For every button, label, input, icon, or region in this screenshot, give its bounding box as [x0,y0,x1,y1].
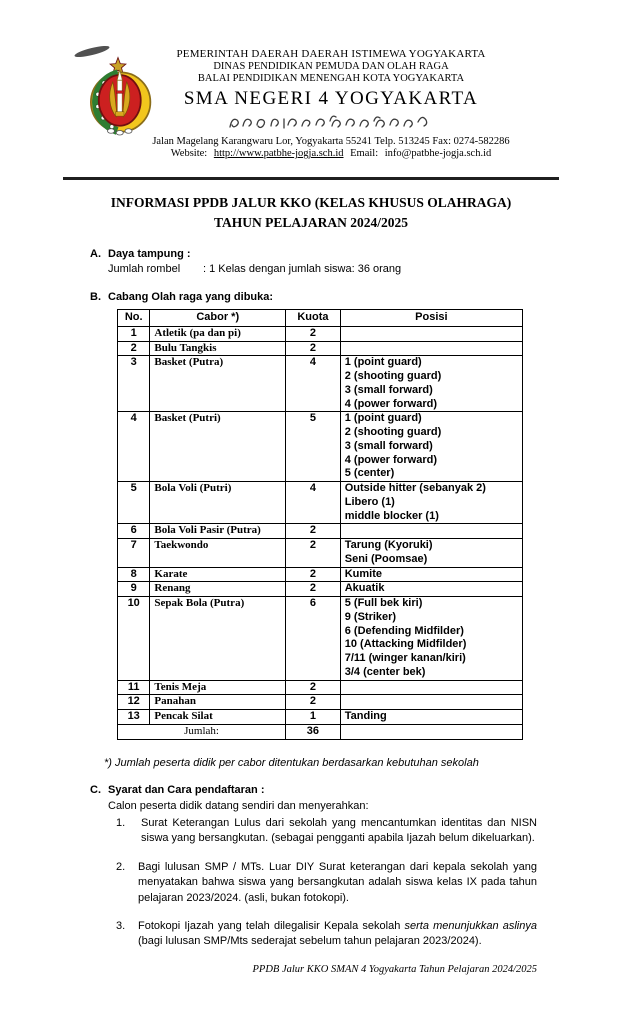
row-posisi [340,524,522,539]
posisi-line: Seni (Poomsae) [344,552,428,565]
table-row [118,680,523,695]
row-posisi [340,539,522,568]
government-line: PEMERINTAH DAERAH DAERAH ISTIMEWA YOGYAKARTA [176,48,486,60]
address-line: Jalan Magelang Karangwaru Lor, Yogyakarta 55241 Telp. 513245 Fax: 0274-582286 [152,135,510,147]
item-number: 3. [116,920,126,933]
row-kuota: 2 [286,695,341,710]
row-kuota: 2 [286,539,341,568]
total-value: 36 [286,724,341,739]
posisi-line: Libero (1) [344,495,395,508]
section-b-heading [90,290,537,305]
row-kuota: 4 [286,356,341,412]
email-label: Email: [350,148,379,160]
row-posisi [340,597,522,681]
posisi-line: 6 (Defending Midfilder) [344,624,464,637]
posisi-line: 3/4 (center bek) [344,665,426,678]
posisi-line: Tanding [344,710,387,723]
list-item [116,816,537,847]
posisi-line: Kumite [344,567,383,580]
title-line-1: INFORMASI PPDB JALUR KKO (KELAS KHUSUS OLAHRAGA) [110,195,512,210]
row-no: 1 [118,326,150,341]
row-posisi [340,356,522,412]
table-total-row [118,724,523,739]
javanese-script-icon [125,113,537,135]
table-row [118,524,523,539]
contact-line [125,148,537,161]
row-no: 10 [118,597,150,681]
posisi-line: 2 (shooting guard) [344,370,442,383]
row-kuota: 2 [286,680,341,695]
row-no: 9 [118,582,150,597]
item-text-before: Fotokopi Ijazah yang telah dilegalisir Kepala sekolah [138,920,405,933]
table-row [118,412,523,482]
table-row [118,356,523,412]
total-label: Jumlah: [118,724,286,739]
table-row [118,341,523,356]
posisi-line: 3 (small forward) [344,383,433,396]
section-b-label: B. [90,291,101,304]
row-kuota: 2 [286,567,341,582]
rombel-label: Jumlah rombel [108,263,181,276]
table-row [118,582,523,597]
website-link[interactable]: http://www.patbhe-jogja.sch.id [213,148,344,160]
row-kuota: 2 [286,524,341,539]
col-header-cabor: Cabor *) [150,310,286,327]
row-posisi [340,582,522,597]
item-text-italic: serta menunjukkan aslinya [404,920,537,933]
posisi-line: Outside hitter (sebanyak 2) [344,482,486,495]
col-header-no: No. [118,310,150,327]
posisi-line: 4 (power forward) [344,453,438,466]
total-posisi-empty [340,724,522,739]
table-row [118,710,523,725]
section-c-intro: Calon peserta didik datang sendiri dan menyerahkan: [108,800,369,813]
posisi-line: 9 (Striker) [344,610,397,623]
row-no: 7 [118,539,150,568]
rombel-row [108,262,537,277]
posisi-line: Tarung (Kyoruki) [344,539,433,552]
row-cabor: Karate [150,567,286,582]
document-footer: PPDB Jalur KKO SMAN 4 Yogyakarta Tahun Pelajaran 2024/2025 [252,963,537,975]
list-item [116,860,537,906]
posisi-line: 7/11 (winger kanan/kiri) [344,652,466,665]
row-cabor: Renang [150,582,286,597]
letterhead-divider [63,177,559,180]
table-row [118,539,523,568]
row-posisi [340,482,522,524]
department-line: DINAS PENDIDIKAN PEMUDA DAN OLAH RAGA [213,60,449,72]
item-text [138,919,537,950]
posisi-line: 5 (Full bek kiri) [344,597,423,610]
row-cabor: Taekwondo [150,539,286,568]
school-crest-icon [76,54,160,138]
section-b-title: Cabang Olah raga yang dibuka: [108,291,274,304]
table-row [118,597,523,681]
section-c-title: Syarat dan Cara pendaftaran : [108,784,265,797]
email-address: info@patbhe-jogja.sch.id [384,148,492,160]
section-c-heading [90,783,537,798]
row-kuota: 2 [286,582,341,597]
row-cabor: Sepak Bola (Putra) [150,597,286,681]
item-number: 1. [116,817,126,830]
col-header-posisi: Posisi [340,310,522,327]
table-row [118,482,523,524]
row-kuota: 2 [286,326,341,341]
cabor-table-body [118,326,523,724]
row-posisi [340,341,522,356]
row-cabor: Tenis Meja [150,680,286,695]
row-no: 11 [118,680,150,695]
posisi-line: 1 (point guard) [344,356,422,369]
cabor-table [117,309,523,740]
table-row [118,695,523,710]
row-cabor: Bola Voli Pasir (Putra) [150,524,286,539]
row-posisi [340,695,522,710]
row-kuota: 5 [286,412,341,482]
row-posisi [340,710,522,725]
row-posisi [340,680,522,695]
col-header-kuota: Kuota [286,310,341,327]
title-line-2: TAHUN PELAJARAN 2024/2025 [213,215,408,231]
table-row [118,567,523,582]
row-kuota: 6 [286,597,341,681]
row-posisi [340,567,522,582]
item-text-after: (bagi lulusan SMP/Mts sederajat sebelum tahun pelajaran 2023/2024). [138,935,482,948]
section-syarat-pendaftaran [85,783,537,949]
row-no: 8 [118,567,150,582]
row-posisi [340,326,522,341]
office-line: BALAI PENDIDIKAN MENENGAH KOTA YOGYAKARTA [197,73,465,85]
section-a-heading [90,247,537,262]
row-cabor: Pencak Silat [150,710,286,725]
school-name: SMA NEGERI 4 YOGYAKARTA [183,87,479,109]
rombel-value: : 1 Kelas dengan jumlah siswa: 36 orang [203,263,402,276]
section-a-title: Daya tampung : [108,247,191,260]
section-c-label: C. [90,784,101,797]
row-cabor: Panahan [150,695,286,710]
row-no: 4 [118,412,150,482]
posisi-line: Akuatik [344,582,385,595]
row-kuota: 1 [286,710,341,725]
item-text: Surat Keterangan Lulus dari sekolah yang mencantumkan identitas dan NISN siswa yang bersangkutan. (sebagai pengganti apabila Ijazah belum dikeluarkan). [141,817,537,845]
section-cabang-olahraga [85,290,537,770]
row-posisi [340,412,522,482]
row-cabor: Basket (Putra) [150,356,286,412]
letterhead [85,48,537,172]
row-cabor: Basket (Putri) [150,412,286,482]
posisi-line: 10 (Attacking Midfilder) [344,638,467,651]
posisi-line: 3 (small forward) [344,439,433,452]
posisi-line: 5 (center) [344,467,395,480]
table-footnote: *) Jumlah peserta didik per cabor ditentukan berdasarkan kebutuhan sekolah [104,756,479,769]
posisi-line: 1 (point guard) [344,412,422,425]
row-no: 2 [118,341,150,356]
website-label: Website: [170,148,208,160]
row-cabor: Atletik (pa dan pi) [150,326,286,341]
list-item [116,919,537,950]
section-a-label: A. [90,247,101,260]
row-no: 6 [118,524,150,539]
posisi-line: middle blocker (1) [344,509,439,522]
posisi-line: 4 (power forward) [344,397,438,410]
section-daya-tampung [85,247,537,278]
table-header-row [118,310,523,327]
row-no: 13 [118,710,150,725]
row-no: 12 [118,695,150,710]
row-no: 3 [118,356,150,412]
item-number: 2. [116,860,126,873]
row-kuota: 4 [286,482,341,524]
row-cabor: Bola Voli (Putri) [150,482,286,524]
row-cabor: Bulu Tangkis [150,341,286,356]
item-text: Bagi lulusan SMP / MTs. Luar DIY Surat keterangan dari kepala sekolah yang menyatakan bahwa siswa yang bersangkutan adalah siswa kelas IX pada tahun pelajaran 2023/2024. (asli, bukan fotokopi). [138,860,537,904]
document-title [85,193,537,234]
posisi-line: 2 (shooting guard) [344,426,442,439]
row-kuota: 2 [286,341,341,356]
row-no: 5 [118,482,150,524]
table-row [118,326,523,341]
